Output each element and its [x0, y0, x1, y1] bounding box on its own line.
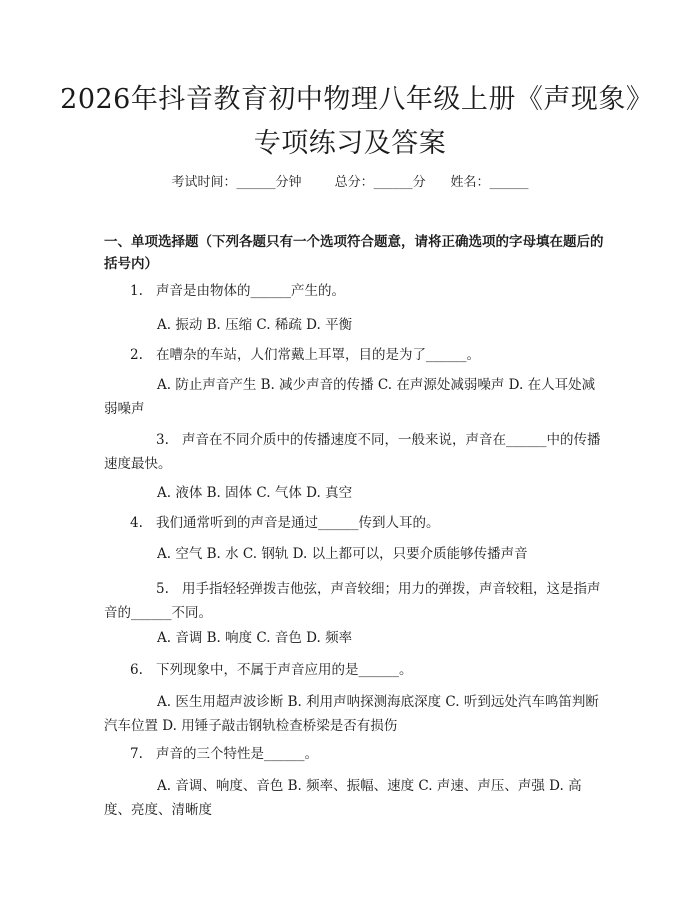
- question-number: 6.: [130, 662, 143, 678]
- question-number: 7.: [130, 746, 143, 762]
- question-7: [104, 742, 604, 766]
- question-text: 下列现象中，不属于声音应用的是______。: [156, 662, 413, 678]
- name-label: 姓名：: [450, 175, 490, 190]
- question-2-options: A. 防止声音产生 B. 减少声音的传播 C. 在声源处减弱噪声 D. 在人耳处减弱噪声: [104, 377, 596, 417]
- question-6: [104, 658, 604, 682]
- score-blank: ______: [373, 175, 413, 190]
- question-4: [104, 511, 604, 535]
- time-unit: 分钟: [275, 175, 302, 190]
- question-5-options: A. 音调 B. 响度 C. 音色 D. 频率: [157, 630, 353, 646]
- question-number: 5.: [156, 581, 169, 597]
- exam-info: [0, 171, 700, 190]
- time-blank: ______: [236, 175, 276, 190]
- question-number: 4.: [130, 515, 143, 531]
- question-text: 声音是由物体的______产生的。: [156, 283, 345, 299]
- score-unit: 分: [412, 175, 426, 190]
- question-2: [104, 343, 604, 367]
- question-text: 声音的三个特性是______。: [156, 746, 318, 762]
- page-title: 2026年抖音教育初中物理八年级上册《声现象》专项练习及答案: [60, 84, 640, 159]
- question-text: 我们通常听到的声音是通过______传到人耳的。: [156, 515, 440, 531]
- question-number: 1.: [130, 283, 143, 299]
- question-1: [104, 279, 604, 303]
- question-text: 用手指轻轻弹拨吉他弦，声音较细；用力的弹拨，声音较粗，这是指声音的______不同。: [104, 581, 601, 621]
- time-label: 考试时间：: [171, 175, 237, 190]
- question-4-options: A. 空气 B. 水 C. 钢轨 D. 以上都可以，只要介质能够传播声音: [157, 546, 528, 562]
- question-text: 声音在不同介质中的传播速度不同，一般来说，声音在______中的传播速度最快。: [104, 432, 601, 472]
- question-7-options: A. 音调、响度、音色 B. 频率、振幅、速度 C. 声速、声压、声强 D. 高度、亮度、清晰度: [104, 778, 582, 818]
- section-heading: 一、单项选择题（下列各题只有一个选项符合题意，请将正确选项的字母填在题后的括号内）: [104, 234, 604, 272]
- question-text: 在嘈杂的车站，人们常戴上耳罩，目的是为了______。: [156, 347, 480, 363]
- question-3: [104, 428, 604, 476]
- question-1-options: A. 振动 B. 压缩 C. 稀疏 D. 平衡: [157, 317, 353, 333]
- score-label: 总分：: [334, 175, 374, 190]
- question-number: 2.: [130, 347, 143, 363]
- question-number: 3.: [156, 432, 169, 448]
- name-blank: ______: [489, 175, 529, 190]
- question-3-options: A. 液体 B. 固体 C. 气体 D. 真空: [157, 485, 353, 501]
- question-5: [104, 577, 604, 625]
- question-6-options: A. 医生用超声波诊断 B. 利用声呐探测海底深度 C. 听到远处汽车鸣笛判断汽车位置 D. 用锤子敲击钢轨检查桥梁是否有损伤: [104, 694, 599, 734]
